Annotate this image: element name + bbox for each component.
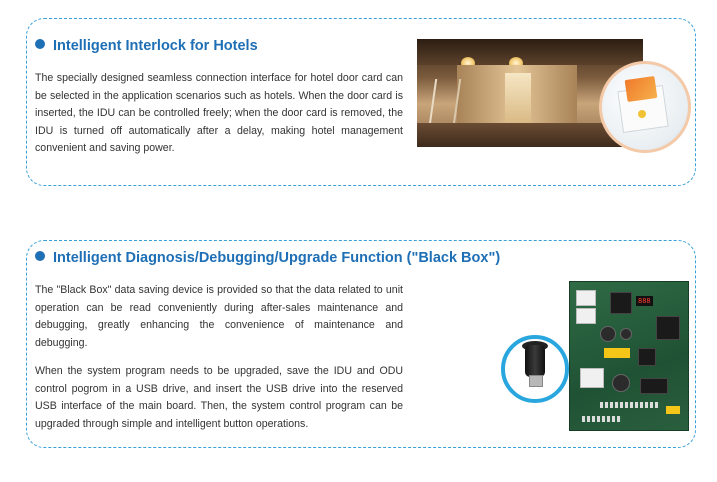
section-body-paragraph: The "Black Box" data saving device is provided so that the data related to unit operation can be read conveniently during after-sales maintenance and debugging, greatly enhancing the convenience of maintenance and debugging.: [35, 284, 403, 349]
bullet-dot-icon: [35, 251, 45, 261]
keycard-switch-photo: [599, 61, 691, 153]
main-board-photo: 888: [569, 281, 689, 431]
black-box-section: [26, 240, 696, 448]
usb-drive-photo: [501, 335, 569, 403]
section-title: Intelligent Diagnosis/Debugging/Upgrade Function ("Black Box"): [35, 250, 500, 266]
hotel-interlock-section: [26, 18, 696, 186]
section-body: The specially designed seamless connection interface for hotel door card can be selected in the application scenarios such as hotels. When the door card is inserted, the IDU can be controlled freely; when the door card is removed, the IDU is turned off automatically after a delay, making hotel management convenient and saving power.: [35, 72, 403, 155]
section-title: Intelligent Interlock for Hotels: [35, 38, 258, 54]
section-body-paragraph: When the system program needs to be upgraded, save the IDU and ODU control pogrom in a USB drive, and insert the USB drive into the reserved USB interface of the main board. Then, the system control program can be upgraded through simple and intelligent button operations.: [35, 365, 403, 430]
bullet-dot-icon: [35, 39, 45, 49]
